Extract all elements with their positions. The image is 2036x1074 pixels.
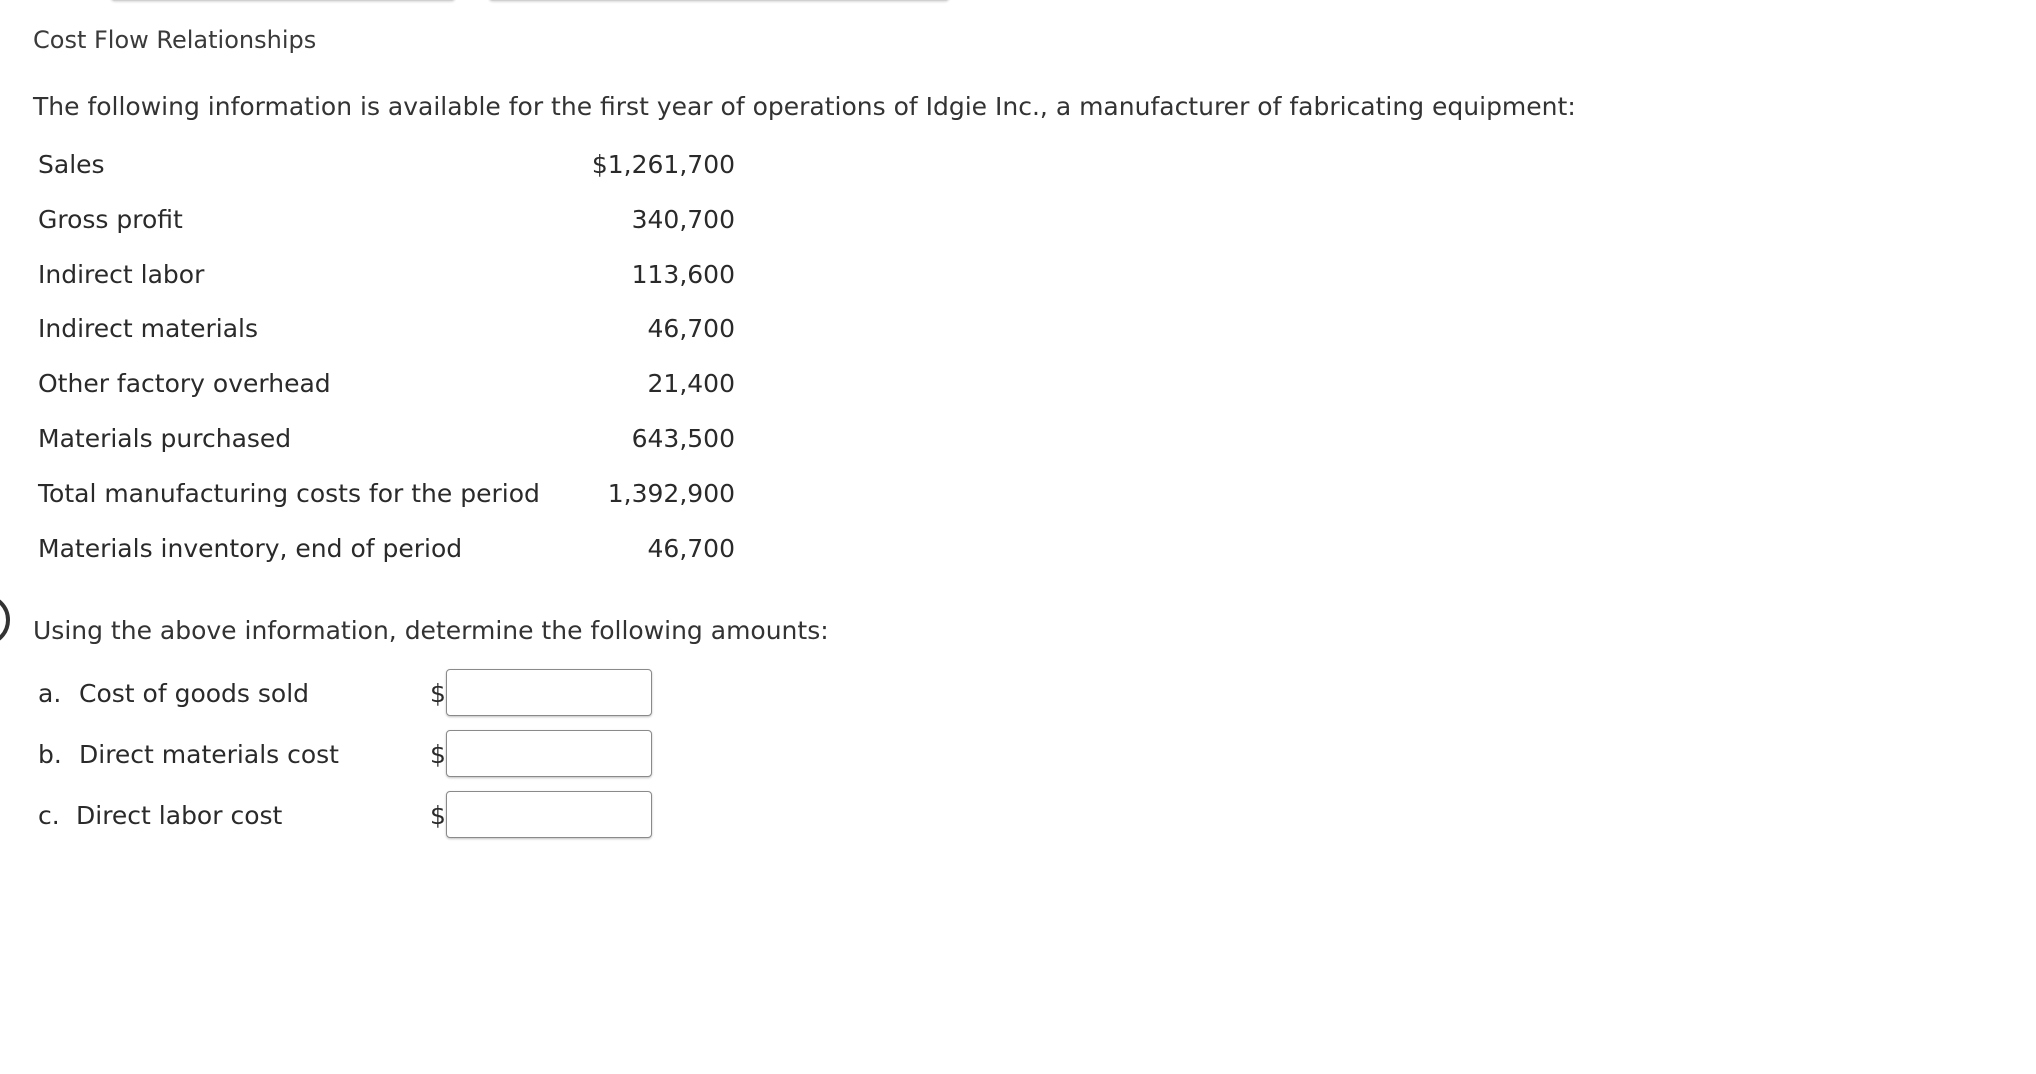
answer-label: Direct materials cost xyxy=(79,740,339,769)
info-label: Other factory overhead xyxy=(38,369,331,399)
navigation-circle-button[interactable] xyxy=(0,594,10,646)
info-value: 46,700 xyxy=(647,533,735,563)
info-label: Sales xyxy=(38,150,105,179)
info-row-total-manufacturing-costs xyxy=(38,471,738,526)
direct-materials-cost-input[interactable] xyxy=(446,730,652,777)
info-value: 340,700 xyxy=(631,204,735,234)
info-value: 21,400 xyxy=(647,369,735,399)
info-value: $1,261,700 xyxy=(591,150,735,179)
currency-symbol: $ xyxy=(430,740,446,769)
info-value: 46,700 xyxy=(647,314,735,344)
top-tab-2[interactable] xyxy=(488,0,950,1)
info-row-gross-profit xyxy=(38,197,738,252)
top-tab-1[interactable] xyxy=(110,0,456,1)
info-label: Indirect materials xyxy=(38,314,259,344)
answer-letter: b. xyxy=(38,740,62,769)
page-title: Cost Flow Relationships xyxy=(33,26,317,54)
info-row-sales xyxy=(38,142,738,197)
info-row-indirect-materials xyxy=(38,306,738,361)
answer-label: Cost of goods sold xyxy=(79,679,310,708)
info-table xyxy=(38,142,738,580)
info-value: 113,600 xyxy=(631,259,735,289)
answer-label: Direct labor cost xyxy=(76,801,283,830)
info-row-other-factory-overhead xyxy=(38,361,738,416)
answer-letter: a. xyxy=(38,679,62,708)
info-row-materials-inventory-end xyxy=(38,526,738,581)
currency-symbol: $ xyxy=(430,679,446,708)
info-value: 1,392,900 xyxy=(607,478,735,508)
currency-symbol: $ xyxy=(430,801,446,830)
answer-row-direct-materials-cost xyxy=(38,730,678,778)
info-label: Materials purchased xyxy=(38,423,292,453)
info-value: 643,500 xyxy=(631,423,735,453)
info-label: Gross profit xyxy=(38,204,183,234)
question-text: Using the above information, determine the following amounts: xyxy=(33,616,829,645)
answer-letter: c. xyxy=(38,801,60,830)
info-label: Total manufacturing costs for the period xyxy=(38,478,540,508)
intro-text: The following information is available for the first year of operations of Idgie Inc., a manufacturer of fabricating equipment: xyxy=(33,92,1576,121)
cost-of-goods-sold-input[interactable] xyxy=(446,669,652,716)
answer-row-direct-labor-cost xyxy=(38,791,678,839)
answer-row-cost-of-goods-sold xyxy=(38,669,678,717)
info-row-materials-purchased xyxy=(38,416,738,471)
info-label: Materials inventory, end of period xyxy=(38,533,463,563)
info-row-indirect-labor xyxy=(38,252,738,307)
info-label: Indirect labor xyxy=(38,259,205,289)
direct-labor-cost-input[interactable] xyxy=(446,791,652,838)
